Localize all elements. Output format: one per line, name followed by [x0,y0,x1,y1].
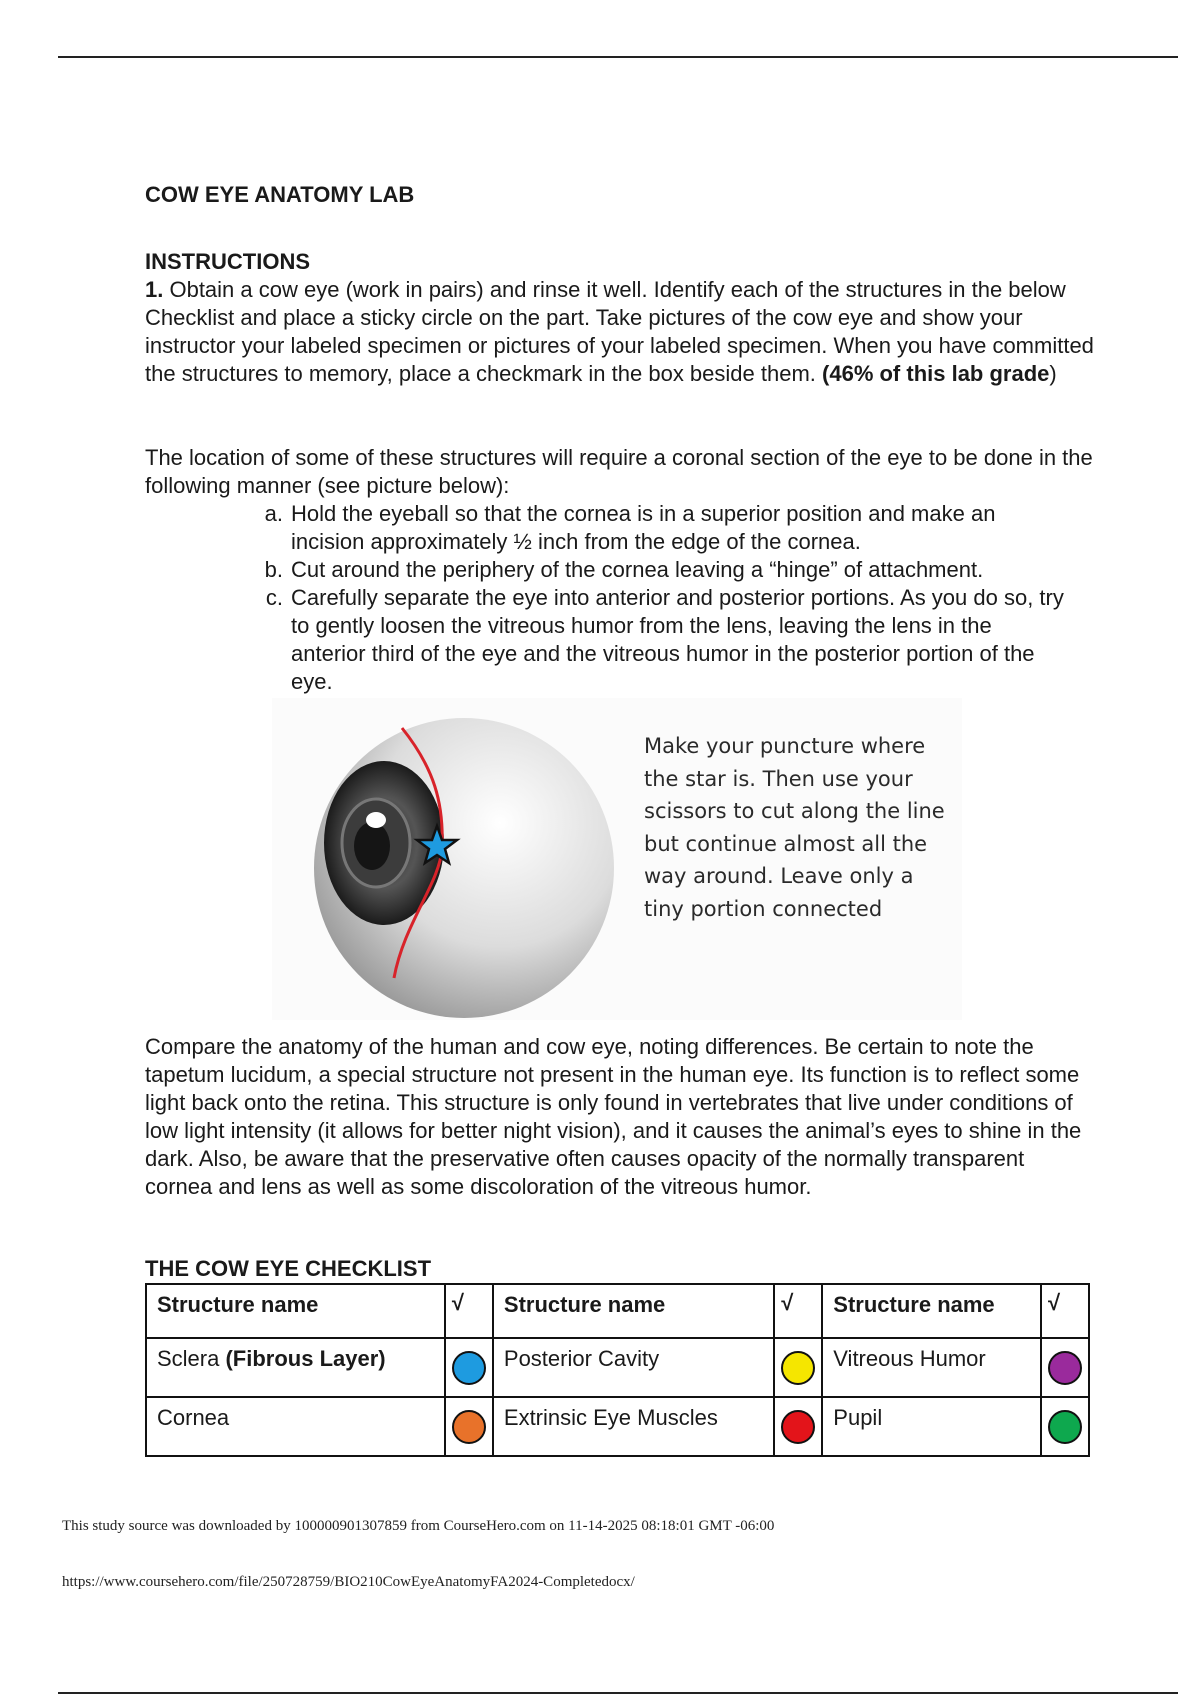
step-marker: c. [265,585,283,610]
structure-name: Sclera [157,1346,226,1371]
structure-cell [493,1397,774,1456]
check-cell[interactable] [774,1338,822,1397]
structure-cell [822,1397,1041,1456]
sticker-dot [781,1351,815,1385]
grade-weight-close: ) [1049,361,1057,386]
checklist-table [145,1283,1090,1457]
check-cell[interactable] [445,1338,493,1397]
structure-name: Extrinsic Eye Muscles [503,1405,718,1430]
check-header: √ [1041,1284,1089,1338]
check-cell[interactable] [774,1397,822,1456]
table-header-row [146,1284,1089,1338]
source-url[interactable]: https://www.coursehero.com/file/250728759/BIO210CowEyeAnatomyFA2024-Completedocx/ [62,1574,635,1590]
eyeball-illustration [294,698,624,1020]
check-cell[interactable] [445,1397,493,1456]
comparison-text: Compare the anatomy of the human and cow eye, noting differences. Be certain to note the tapetum lucidum, a special structure not present in the human eye. Its function is to reflect some light back onto the retina. This structure is only found in vertebrates that live under conditions of low light intensity (it allows for better night vision), and it causes the animal’s eyes to shine in the dark. Also, be aware that the preservative often causes opacity of the normally transparent cornea and lens as well as some discoloration of the vitreous humor. [145,1034,1082,1199]
check-cell[interactable] [1041,1338,1089,1397]
sticker-dot [781,1410,815,1444]
instructions-heading: INSTRUCTIONS [145,249,310,274]
structure-cell [146,1397,445,1456]
download-note: This study source was downloaded by 100000901307859 from CourseHero.com on 11-14-2025 08:18:01 GMT -06:00 [62,1518,775,1534]
table-row [146,1338,1089,1397]
structure-name-qualifier: (Fibrous Layer) [225,1346,386,1371]
step-1-text: Obtain a cow eye (work in pairs) and rinse it well. Identify each of the structures in the below Checklist and place a sticky circle on the part. Take pictures of the cow eye and show your instructor your labeled specimen or pictures of your labeled specimen. When you have committed the structures to memory, place a checkmark in the box beside them. [145,277,1094,386]
grade-weight: (46% of this lab grade [822,361,1050,386]
check-cell[interactable] [1041,1397,1089,1456]
sticker-dot [1048,1351,1082,1385]
dissection-procedure [145,444,1095,696]
structure-name: Posterior Cavity [503,1346,660,1371]
pupil-shape [354,822,390,870]
bottom-rule [58,1692,1178,1694]
structure-name: Pupil [833,1405,883,1430]
structure-cell [146,1338,445,1397]
comparison-paragraph [145,1033,1095,1201]
sticker-dot [452,1410,486,1444]
checklist-section [145,1255,1095,1457]
top-rule [58,56,1178,58]
sticker-dot [452,1351,486,1385]
table-row [146,1397,1089,1456]
column-header: Structure name [493,1284,774,1338]
structure-name: Cornea [157,1405,230,1430]
list-item [255,556,1095,584]
step-text: Hold the eyeball so that the cornea is in a superior position and make an incision approximately ½ inch from the edge of the cornea. [291,501,996,554]
procedure-intro: The location of some of these structures will require a coronal section of the eye to be done in the following manner (see picture below): [145,445,1093,498]
sticker-dot [1048,1410,1082,1444]
eyeball-figure [272,698,962,1020]
list-item [255,500,1095,556]
structure-cell [822,1338,1041,1397]
procedure-steps [145,500,1095,696]
check-header: √ [445,1284,493,1338]
structure-name: Vitreous Humor [833,1346,986,1371]
step-marker: a. [264,501,283,526]
list-item [255,584,1095,696]
step-marker: b. [264,557,283,582]
instructions-section [145,248,1095,388]
checklist-heading: THE COW EYE CHECKLIST [145,1256,432,1281]
figure-callout: Make your puncture where the star is. Then use your scissors to cut along the line but continue almost all the way around. Leave only a tiny portion connected [644,734,945,921]
column-header: Structure name [822,1284,1041,1338]
step-text: Carefully separate the eye into anterior and posterior portions. As you do so, try to gently loosen the vitreous humor from the lens, leaving the lens in the anterior third of the eye and the vitreous humor in the posterior portion of the eye. [291,585,1064,694]
highlight-shape [366,812,386,828]
step-text: Cut around the periphery of the cornea leaving a “hinge” of attachment. [291,557,984,582]
check-header: √ [774,1284,822,1338]
column-header: Structure name [146,1284,445,1338]
page-title: COW EYE ANATOMY LAB [145,182,415,207]
step-1-number: 1. [145,277,164,302]
structure-cell [493,1338,774,1397]
instruction-step-1 [145,276,1095,388]
